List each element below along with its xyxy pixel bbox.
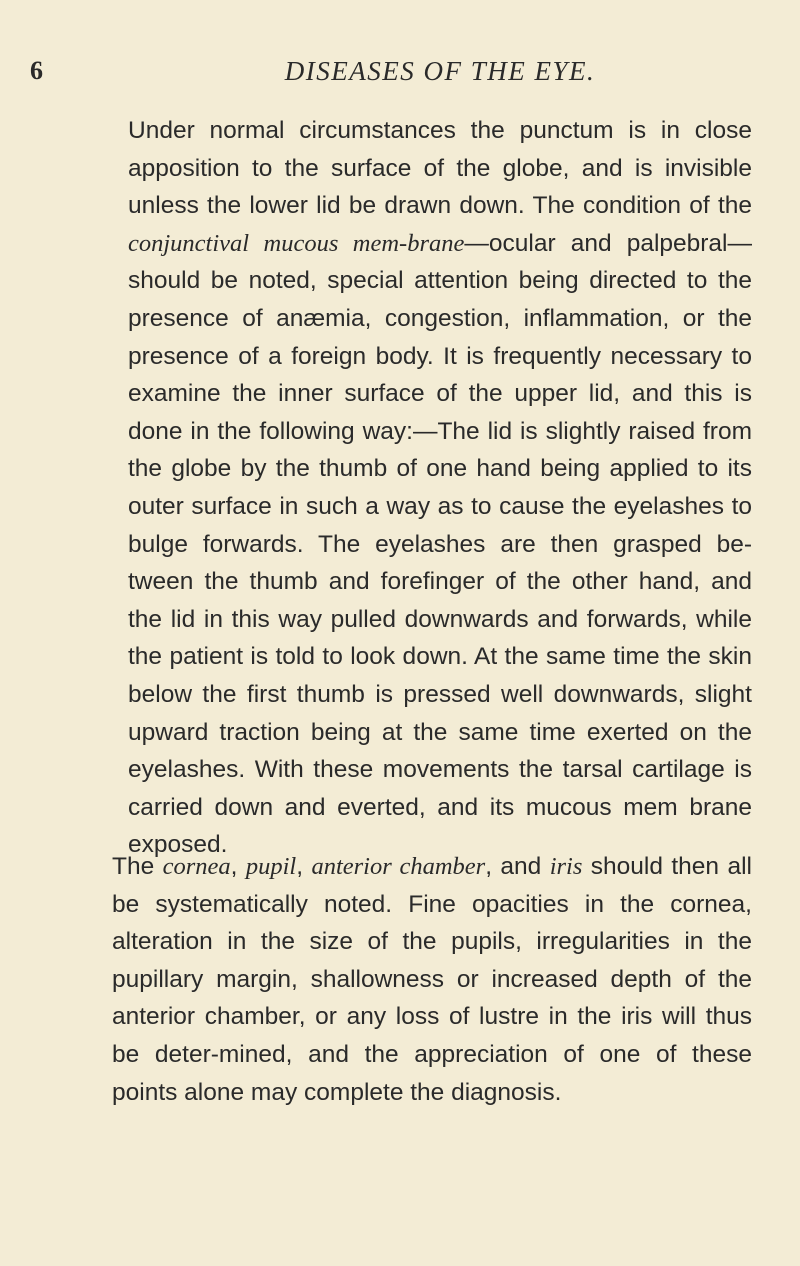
italic-term: iris [549,853,583,880]
italic-term: cornea [162,853,231,880]
text-run: —ocular and palpebral—should be noted, special attention being directed to the presence of anæmia, congestion, inflammation, or the presence of a foreign body. It is frequently necessary to examine the inner surface of the upper lid, and this is done in the following way:—The lid is slightly raised from the globe by the thumb of one hand being applied to its outer surface in such a way as to cause the eyelashes to bulge forwards. The eyelashes are then grasped be-tween the thumb and forefinger of the other hand, and the lid in this way pulled downwards and forwards, while the patient is told to look down. At the same time the skin below the first thumb is pressed well downwards, slight upward traction being at the same time exerted on the eyelashes. With these movements the tarsal cartilage is carried down and everted, and its mucous mem brane exposed. [128,229,752,859]
italic-term: anterior chamber [311,853,486,880]
paragraph-cornea [112,848,752,1111]
page-number: 6 [30,56,43,85]
paragraph-conjunctiva [128,112,752,864]
text-run: , [230,853,246,880]
running-title: DISEASES OF THE EYE. [284,56,596,86]
italic-term: pupil [245,853,297,880]
text-run: , and [485,853,550,880]
paragraph-text [112,848,752,1111]
text-run: , [296,853,312,880]
italic-term: conjunctival mucous mem-brane [128,229,465,257]
text-run: should then all be systematically noted. Fine opacities in the cornea, alteration in the size of the pupils, irregularities in the pupillary margin, shallowness or increased depth of the anterior chamber, or any loss of lustre in the iris will thus be deter-mined, and the appreciation of one of these points alone may complete the diagnosis. [112,853,752,1106]
paragraph-text [128,112,752,864]
text-run: The [112,853,163,880]
text-run: Under normal circumstances the punctum is in close apposition to the surface of the globe, and is invisible unless the lower lid be drawn down. The condition of the [128,117,752,220]
